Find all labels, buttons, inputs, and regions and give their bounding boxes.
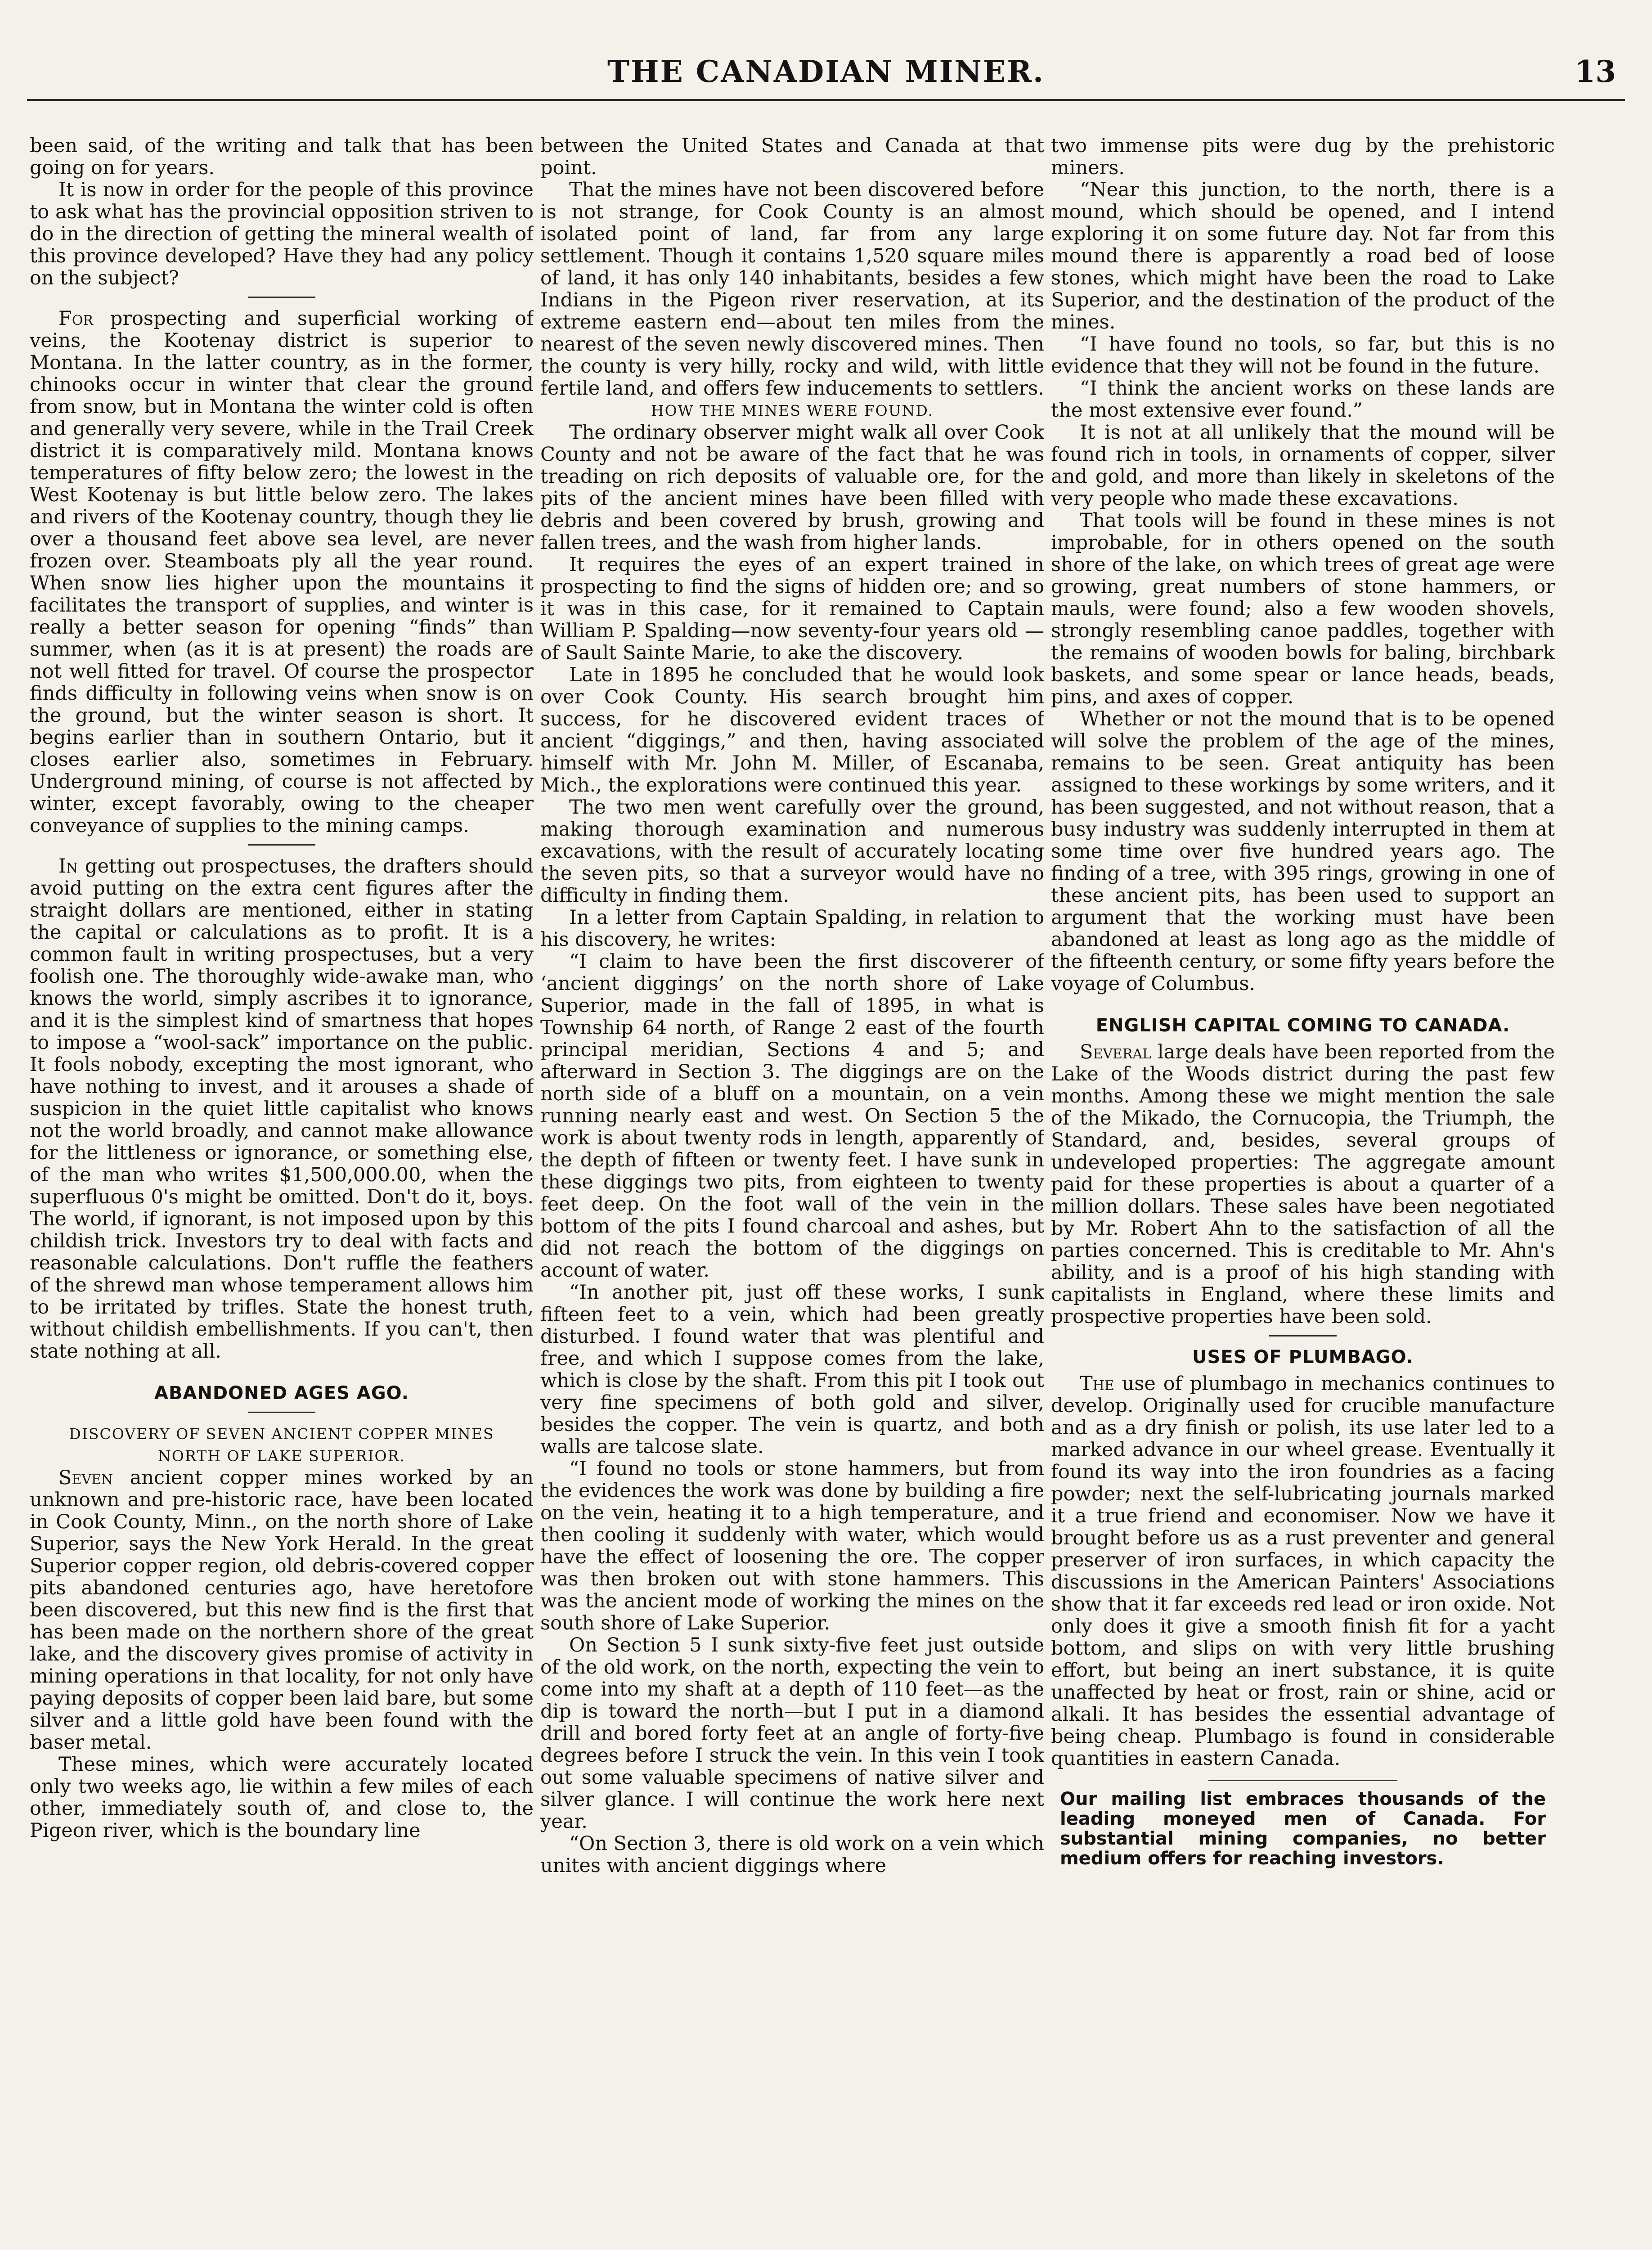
paragraph: “I have found no tools, so far, but this is no evidence that they will not be found in the future.: [1051, 333, 1555, 378]
paragraph: [1051, 1373, 1555, 1770]
paragraph: These mines, which were accurately located only two weeks ago, lie within a few miles of each other, immediately south of, and close to, the Pigeon river, which is the boundary line: [30, 1753, 534, 1842]
paragraph: Whether or not the mound that is to be opened will solve the problem of the age of the mines, remains to be seen. Great antiquity has been assigned to these workings by some writers, and it has been suggested, and not without reason, that a busy industry was suddenly interrupted in them at some time over five hundred years ago. The finding of a tree, with 395 rings, growing in one of these ancient pits, has been used to support an argument that the working must have been abandoned at least as long ago as the middle of the fifteenth century, or some fifty years before the voyage of Columbus.: [1051, 708, 1555, 995]
paragraph: In a letter from Captain Spalding, in relation to his discovery, he writes:: [540, 906, 1044, 951]
divider: [1269, 1335, 1337, 1336]
page-number: 13: [1575, 54, 1616, 89]
column-1: [30, 135, 534, 2169]
article-heading: ABANDONED AGES AGO.: [154, 1383, 409, 1404]
paragraph: “I think the ancient works on these lands are the most extensive ever found.”: [1051, 377, 1555, 422]
paragraph: “In another pit, just off these works, I sunk fifteen feet to a vein, which had been greatly disturbed. I found water that was plentiful and free, and which I suppose comes from the lake, which is close by the shaft. From this pit I took out very fine specimens of both gold and silver, besides the copper. The vein is quartz, and both walls are talcose slate.: [540, 1281, 1044, 1458]
column-3: [1051, 135, 1555, 2169]
paragraph: “I found no tools or stone hammers, but from the evidences the work was done by building a fire on the vein, heating it to a high temperature, and then cooling it suddenly with water, which would have the effect of loosening the ore. The copper was then broken out with stone hammers. This was the ancient mode of working the mines on the south shore of Lake Superior.: [540, 1458, 1044, 1634]
paragraph: “Near this junction, to the north, there is a mound, which should be opened, and I intend exploring it on some future day. Not far from this mound there is apparently a road bed of loose stones, which might have been the road to Lake Superior, and the destination of the product of the mines.: [1051, 179, 1555, 333]
lead-word: Several: [1080, 1041, 1152, 1063]
spacer: [1051, 995, 1555, 1008]
mailing-list-notice: Our mailing list embraces thousands of the leading moneyed men of Canada. For substantial mining companies, no better medium offers for reaching investors.: [1060, 1789, 1546, 1869]
paragraph: “On Section 3, there is old work on a vein which unites with ancient diggings where: [540, 1832, 1044, 1877]
lead-word: Seven: [58, 1467, 113, 1489]
paragraph-text: prospecting and superficial working of veins, the Kootenay district is superior to Montana. In the latter country, as in the former, chinooks occur in winter that clear the ground from snow, but in Montana the winter cold is often and generally very severe, while in the Trail Creek district it is comparatively mild. Montana knows temperatures of fifty below zero; the lowest in the West Kootenay is but little below zero. The lakes and rivers of the Kootenay country, though they lie over a thousand feet above sea level, are never frozen over. Steamboats ply all the year round. When snow lies higher upon the mountains it facilitates the transport of supplies, and winter is really a better season for opening “finds” than summer, when (as it is at present) the roads are not well fitted for travel. Of course the prospector finds difficulty in following veins when snow is on the ground, but the winter season is short. It begins earlier than in southern Ontario, but it closes earlier also, sometimes in February. Underground mining, of course is not affected by winter, except favorably, owing to the cheaper conveyance of supplies to the mining camps.: [30, 307, 534, 837]
article-heading: USES OF PLUMBAGO.: [1192, 1347, 1414, 1368]
masthead: [27, 54, 1625, 104]
paragraph: been said, of the writing and talk that has been going on for years.: [30, 135, 534, 179]
divider: [248, 297, 315, 298]
paragraph: two immense pits were dug by the prehistoric miners.: [1051, 135, 1555, 179]
paragraph: between the United States and Canada at that point.: [540, 135, 1044, 179]
article-heading: ENGLISH CAPITAL COMING TO CANADA.: [1095, 1015, 1510, 1036]
paragraph: The ordinary observer might walk all over Cook County and not be aware of the fact that he was treading on rich deposits of valuable ore, for the pits of the ancient mines have been filled with debris and been covered by brush, growing and fallen trees, and the wash from higher lands.: [540, 421, 1044, 554]
article-columns: [30, 135, 1555, 2169]
article-subheading: DISCOVERY OF SEVEN ANCIENT COPPER MINES: [69, 1425, 494, 1443]
paragraph: That the mines have not been discovered before is not strange, for Cook County is an almost isolated point of land, far from any large settlement. Though it contains 1,520 square miles of land, it has only 140 inhabitants, besides a few Indians in the Pigeon river reservation, at its extreme eastern end—about ten miles from the nearest of the seven newly discovered mines. Then the county is very hilly, rocky and wild, with little fertile land, and offers few inducements to settlers.: [540, 179, 1044, 400]
paragraph: Late in 1895 he concluded that he would look over Cook County. His search brought him success, for he discovered evident traces of ancient “diggings,” and then, having associated himself with Mr. John M. Miller, of Escanaba, Mich., the explorations were continued this year.: [540, 664, 1044, 796]
lead-word: In: [58, 855, 78, 878]
lead-word: For: [58, 307, 94, 330]
divider: [1208, 1780, 1397, 1781]
paragraph-text: ancient copper mines worked by an unknown and pre-historic race, have been located in Cook County, Minn., on the north shore of Lake Superior, says the New York Herald. In the great Superior copper region, old debris-covered copper pits abandoned centuries ago, have heretofore been discovered, but this new find is the first that has been made on the northern shore of the great lake, and the discovery gives promise of activity in mining operations in that locality, for not only have paying deposits of copper been laid bare, but some silver and a little gold have been found with the baser metal.: [30, 1467, 534, 1754]
divider: [248, 844, 315, 846]
divider: [248, 1412, 315, 1413]
paragraph: It requires the eyes of an expert trained in prospecting to find the signs of hidden ore; and so it was in this case, for it remained to Captain William P. Spalding—now seventy-four years old — of Sault Sainte Marie, to ake the discovery.: [540, 554, 1044, 664]
spacer: [30, 1363, 534, 1376]
paragraph-text: large deals have been reported from the Lake of the Woods district during the past few months. Among these we might mention the sale of the Mikado, the Cornucopia, the Triumph, the Standard, and, besides, several groups of undeveloped properties: The aggregate amount paid for these properties is about a quarter of a million dollars. These sales have been negotiated by Mr. Robert Ahn to the satisfaction of all the parties concerned. This is creditable to Mr. Ahn's ability, and is a proof of his high standing with capitalists in England, where these limits and prospective properties have been sold.: [1051, 1041, 1555, 1328]
paragraph: That tools will be found in these mines is not improbable, for in others opened on the south shore of the lake, on which trees of great age were growing, great numbers of stone hammers, or mauls, were found; also a few wooden shovels, strongly resembling canoe paddles, together with the remains of wooden bowls for baling, birchbark baskets, and some spear or lance heads, beads, pins, and axes of copper.: [1051, 509, 1555, 708]
section-subheading: HOW THE MINES WERE FOUND.: [651, 402, 934, 419]
paragraph: [30, 308, 534, 837]
header-rule: [27, 99, 1625, 101]
newspaper-title: THE CANADIAN MINER.: [607, 54, 1045, 89]
paragraph: [30, 1467, 534, 1754]
column-2: [540, 135, 1044, 2169]
paragraph: “I claim to have been the first discoverer of ‘ancient diggings’ on the north shore of Lake Superior, made in the fall of 1895, in what is Township 64 north, of Range 2 east of the fourth principal meridian, Sections 4 and 5; and afterward in Section 3. The diggings are on the north side of a bluff on a mountain, on a vein running nearly east and west. On Section 5 the work is about twenty rods in length, apparently of the depth of fifteen or twenty feet. I have sunk in these diggings two pits, from eighteen to twenty feet deep. On the foot wall of the vein in the bottom of the pits I found charcoal and ashes, but did not reach the bottom of the diggings on account of water.: [540, 950, 1044, 1282]
paragraph: The two men went carefully over the ground, making thorough examination and numerous excavations, with the result of accurately locating the seven pits, so that a surveyor would have no difficulty in finding them.: [540, 796, 1044, 907]
paragraph: It is not at all unlikely that the mound will be found rich in tools, in ornaments of copper, silver and gold, and more than likely in skeletons of the very people who made these excavations.: [1051, 421, 1555, 510]
paragraph-text: use of plumbago in mechanics continues to develop. Originally used for crucible manufacture and as a dry finish or polish, its use later led to a marked advance in our wheel grease. Eventually it found its way into the iron foundries as a facing powder; next the self-lubricating journals marked it a true friend and economiser. Now we have it brought before us as a rust preventer and general preserver of iron surfaces, in which capacity the discussions in the American Painters' Associations show that it far exceeds red lead or iron oxide. Not only does it give a smooth finish fit for a yacht bottom, and slips on with very little brushing effort, but being an inert substance, it is quite unaffected by heat or frost, rain or shine, acid or alkali. It has besides the essential advantage of being cheap. Plumbago is found in considerable quantities in eastern Canada.: [1051, 1372, 1555, 1770]
paragraph: [1051, 1041, 1555, 1328]
paragraph: On Section 5 I sunk sixty-five feet just outside of the old work, on the north, expecting the vein to come into my shaft at a depth of 110 feet—as the dip is toward the north—but I put in a diamond drill and bored forty feet at an angle of forty-five degrees before I struck the vein. In this vein I took out some valuable specimens of native silver and silver glance. I will continue the work here next year.: [540, 1634, 1044, 1833]
paragraph: [30, 855, 534, 1363]
paragraph-text: getting out prospectuses, the drafters should avoid putting on the extra cent figures after the straight dollars are mentioned, either in stating the capital or calculations as to profit. It is a common fault in writing prospectuses, but a very foolish one. The thoroughly wide-awake man, who knows the world, simply ascribes it to ignorance, and it is the simplest kind of smartness that hopes to impose a “wool-sack” importance on the public. It fools nobody, excepting the most ignorant, who have nothing to invest, and it arouses a shade of suspicion in the quiet little capitalist who knows not the world broadly, and cannot make allowance for the littleness or ignorance, or something else, of the man who writes $1,500,000.00, when the superfluous 0's might be omitted. Don't do it, boys. The world, if ignorant, is not imposed upon by this childish trick. Investors try to deal with facts and reasonable calculations. Don't ruffle the feathers of the shrewd man whose temperament allows him to be irritated by trifles. State the honest truth, without childish embellishments. If you can't, then state nothing at all.: [30, 855, 534, 1363]
article-subheading: NORTH OF LAKE SUPERIOR.: [158, 1447, 405, 1465]
lead-word: The: [1080, 1372, 1114, 1395]
paragraph: It is now in order for the people of this province to ask what has the provincial opposition striven to do in the direction of getting the mineral wealth of this province developed? Have they had any policy on the subject?: [30, 179, 534, 289]
